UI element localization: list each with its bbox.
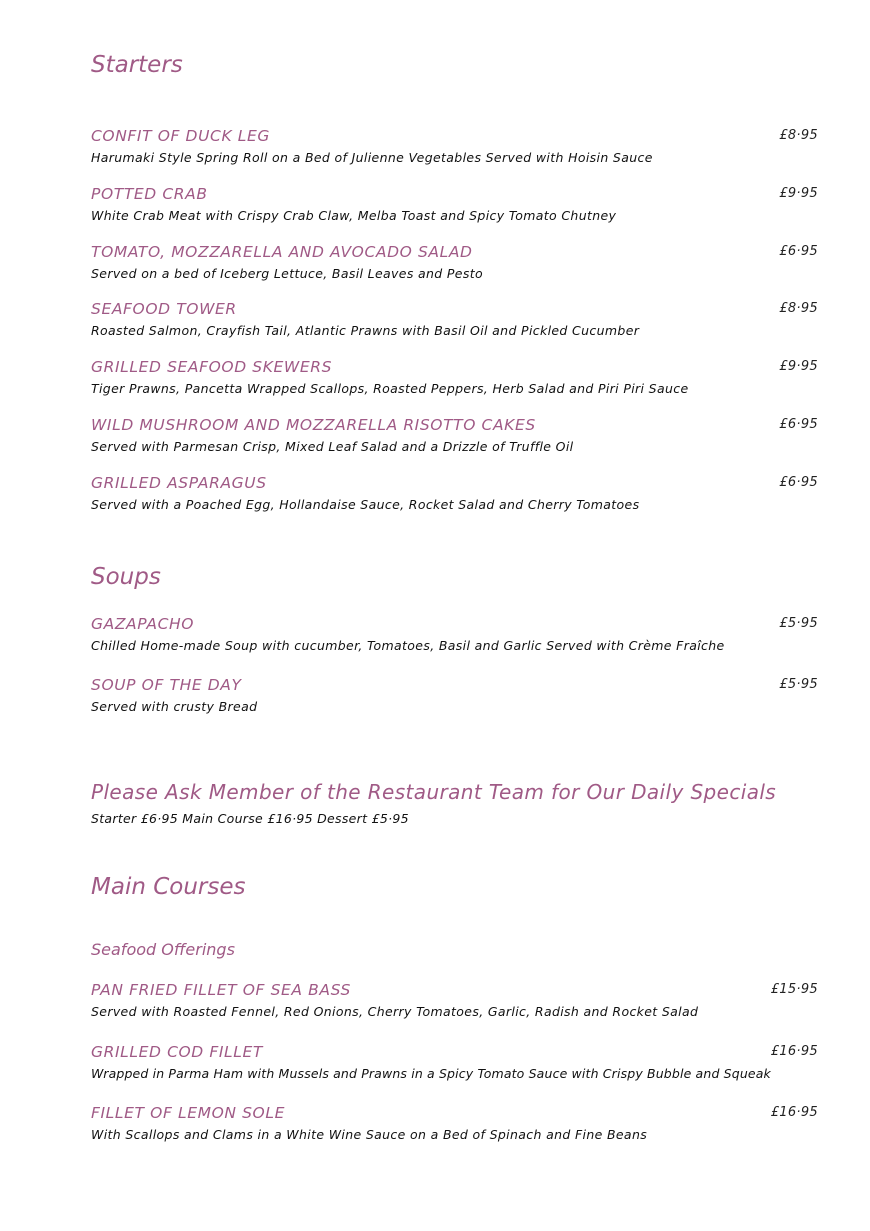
item-price: £15·95 xyxy=(770,982,818,997)
item-price: £16·95 xyxy=(770,1044,818,1059)
menu-item xyxy=(91,1043,821,1082)
menu-item xyxy=(91,416,821,455)
menu-item xyxy=(91,185,821,224)
item-name: CONFIT OF DUCK LEG xyxy=(91,127,270,145)
item-description: Served on a bed of Iceberg Lettuce, Basil Leaves and Pesto xyxy=(91,266,483,281)
item-description: Tiger Prawns, Pancetta Wrapped Scallops, Roasted Peppers, Herb Salad and Piri Piri Sauce xyxy=(91,381,689,396)
specials-heading: Please Ask Member of the Restaurant Team for Our Daily Specials xyxy=(91,780,777,804)
item-price: £8·95 xyxy=(779,128,818,143)
item-name: FILLET OF LEMON SOLE xyxy=(91,1104,285,1122)
item-name: WILD MUSHROOM AND MOZZARELLA RISOTTO CAKES xyxy=(91,416,536,434)
seafood-subheading: Seafood Offerings xyxy=(91,940,235,959)
menu-item xyxy=(91,615,821,654)
item-price: £6·95 xyxy=(779,244,818,259)
menu-item xyxy=(91,300,821,339)
item-price: £5·95 xyxy=(779,677,818,692)
menu-item xyxy=(91,981,821,1020)
item-price: £5·95 xyxy=(779,616,818,631)
item-name: GRILLED SEAFOOD SKEWERS xyxy=(91,358,333,376)
item-price: £6·95 xyxy=(779,417,818,432)
item-price: £9·95 xyxy=(779,186,818,201)
item-description: Served with Roasted Fennel, Red Onions, Cherry Tomatoes, Garlic, Radish and Rocket Salad xyxy=(91,1004,699,1019)
menu-item xyxy=(91,127,821,166)
item-description: Served with Parmesan Crisp, Mixed Leaf Salad and a Drizzle of Truffle Oil xyxy=(91,439,574,454)
menu-item xyxy=(91,474,821,513)
item-description: Wrapped in Parma Ham with Mussels and Prawns in a Spicy Tomato Sauce with Crispy Bubble and Squeak xyxy=(91,1066,771,1081)
item-name: GRILLED COD FILLET xyxy=(91,1043,263,1061)
menu-item xyxy=(91,358,821,397)
item-name: TOMATO, MOZZARELLA AND AVOCADO SALAD xyxy=(91,243,473,261)
item-name: SEAFOOD TOWER xyxy=(91,300,237,318)
item-name: POTTED CRAB xyxy=(91,185,208,203)
menu-item xyxy=(91,1104,821,1143)
menu-item xyxy=(91,243,821,282)
starters-heading: Starters xyxy=(91,52,183,78)
item-description: Harumaki Style Spring Roll on a Bed of Julienne Vegetables Served with Hoisin Sauce xyxy=(91,150,653,165)
item-price: £9·95 xyxy=(779,359,818,374)
item-description: Chilled Home-made Soup with cucumber, Tomatoes, Basil and Garlic Served with Crème Fraîche xyxy=(91,638,725,653)
item-description: Roasted Salmon, Crayfish Tail, Atlantic Prawns with Basil Oil and Pickled Cucumber xyxy=(91,323,640,338)
menu-item xyxy=(91,676,821,715)
item-description: Served with a Poached Egg, Hollandaise Sauce, Rocket Salad and Cherry Tomatoes xyxy=(91,497,640,512)
soups-heading: Soups xyxy=(91,564,161,590)
item-description: With Scallops and Clams in a White Wine Sauce on a Bed of Spinach and Fine Beans xyxy=(91,1127,648,1142)
item-name: PAN FRIED FILLET OF SEA BASS xyxy=(91,981,351,999)
item-description: Served with crusty Bread xyxy=(91,699,258,714)
main-courses-heading: Main Courses xyxy=(91,874,246,900)
item-name: SOUP OF THE DAY xyxy=(91,676,242,694)
item-price: £16·95 xyxy=(770,1105,818,1120)
specials-prices: Starter £6·95 Main Course £16·95 Dessert £5·95 xyxy=(91,811,409,826)
item-price: £8·95 xyxy=(779,301,818,316)
item-name: GAZAPACHO xyxy=(91,615,195,633)
item-description: White Crab Meat with Crispy Crab Claw, Melba Toast and Spicy Tomato Chutney xyxy=(91,208,617,223)
item-name: GRILLED ASPARAGUS xyxy=(91,474,267,492)
item-price: £6·95 xyxy=(779,475,818,490)
